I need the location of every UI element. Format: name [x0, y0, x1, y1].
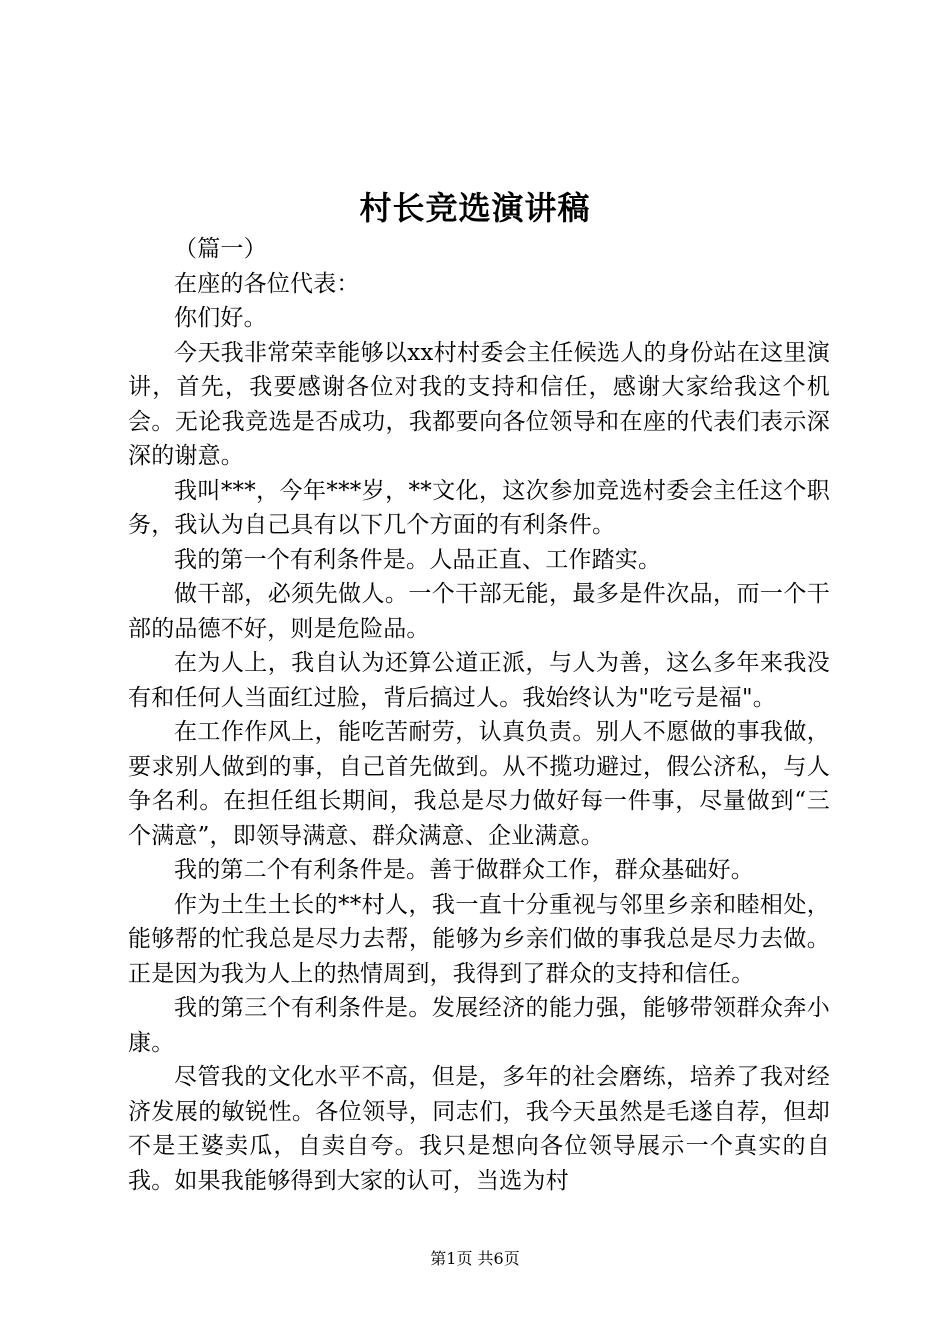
document-title: 村长竞选演讲稿 [359, 189, 591, 227]
paragraph: 在工作作风上，能吃苦耐劳，认真负责。别人不愿做的事我做，要求别人做到的事，自己首先做到。从不揽功避过，假公济私，与人争名利。在担任组长期间，我总是尽力做好每一件事，尽量做到“三个满意”，即领导满意、群众满意、企业满意。 [128, 719, 830, 849]
paragraph: （篇一） [174, 236, 267, 262]
paragraph: 我叫***，今年***岁，**文化，这次参加竞选村委会主任这个职务，我认为自己具有以下几个方面的有利条件。 [128, 477, 830, 538]
paragraph: 尽管我的文化水平不高，但是，多年的社会磨练，培养了我对经济发展的敏锐性。各位领导，同志们，我今天虽然是毛遂自荐，但却不是王婆卖瓜，自卖自夸。我只是想向各位领导展示一个真实的自我。如果我能够得到大家的认可，当选为村 [128, 1064, 830, 1194]
document-body [128, 232, 830, 1198]
paragraph: 在座的各位代表： [174, 270, 360, 297]
paragraph: 我的第三个有利条件是。发展经济的能力强，能够带领群众奔小康。 [128, 995, 830, 1056]
paragraph: 作为土生土长的**村人，我一直十分重视与邻里乡亲和睦相处，能够帮的忙我总是尽力去帮，能够为乡亲们做的事我总是尽力去做。正是因为我为人上的热情周到，我得到了群众的支持和信任。 [128, 891, 830, 987]
paragraph: 做干部，必须先做人。一个干部无能，最多是件次品，而一个干部的品德不好，则是危险品。 [128, 581, 830, 642]
paragraph: 在为人上，我自认为还算公道正派，与人为善，这么多年来我没有和任何人当面红过脸，背后搞过人。我始终认为"吃亏是福"。 [128, 650, 830, 711]
paragraph: 今天我非常荣幸能够以xx村村委会主任候选人的身份站在这里演讲，首先，我要感谢各位对我的支持和信任，感谢大家给我这个机会。无论我竞选是否成功，我都要向各位领导和在座的代表们表示深深的谢意。 [128, 339, 830, 469]
paragraph: 我的第一个有利条件是。人品正直、工作踏实。 [174, 546, 662, 573]
page-footer: 第1页 共6页 [430, 1249, 520, 1268]
paragraph: 我的第二个有利条件是。善于做群众工作，群众基础好。 [174, 857, 754, 883]
paragraph: 你们好。 [174, 305, 267, 331]
